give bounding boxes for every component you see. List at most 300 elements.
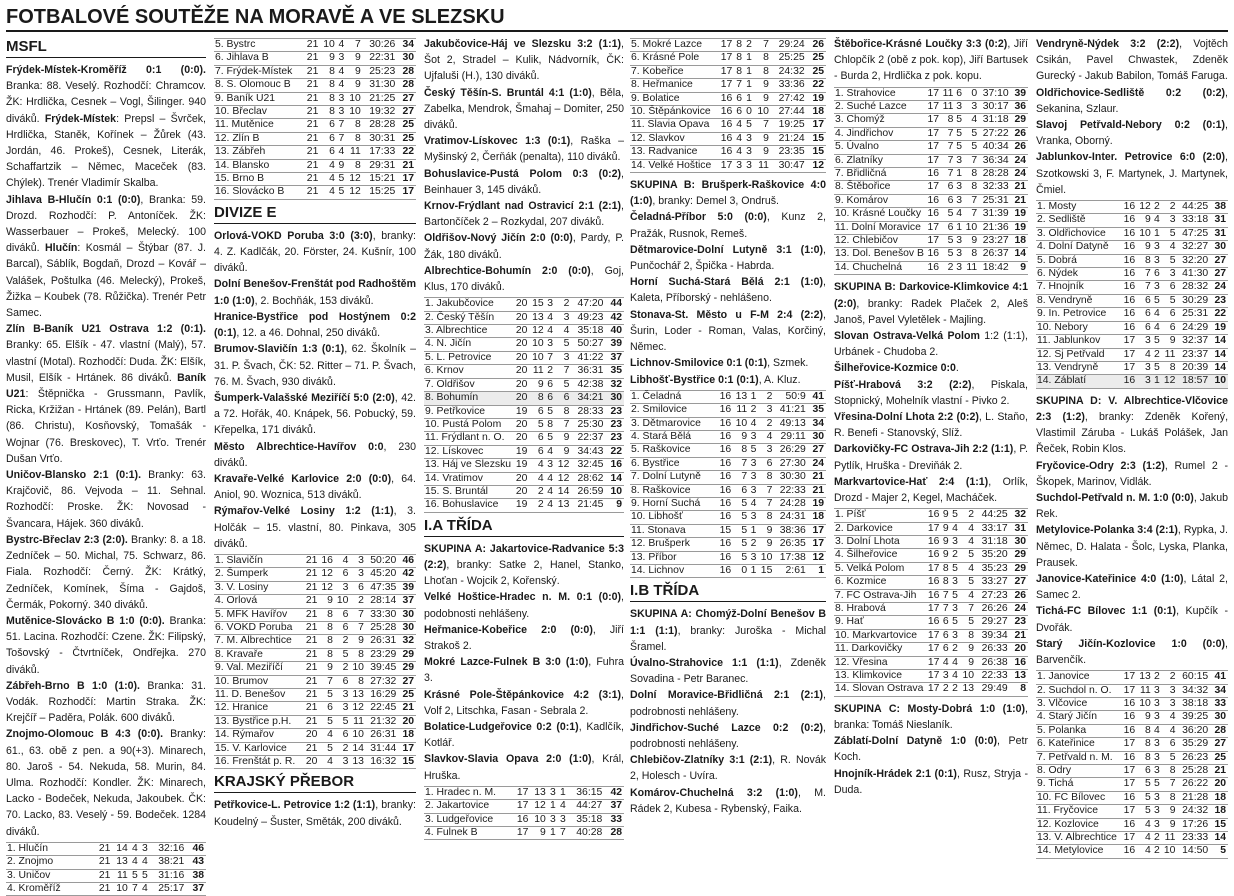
stat-cell: 18:42 xyxy=(978,261,1012,274)
stat-cell: 4 xyxy=(545,325,554,338)
table-row xyxy=(834,549,1028,562)
team-cell: 11. Frýdlant n. O. xyxy=(424,432,512,445)
stat-cell: 1 xyxy=(1152,375,1161,388)
stat-cell: 13 xyxy=(732,390,748,403)
stat-cell: 16 xyxy=(716,551,732,564)
stat-cell: 5 xyxy=(336,186,345,199)
stat-cell: 21 xyxy=(303,635,319,648)
match-report: Bohuslavice-Pustá Polom 0:3 (0:2), Beinhauer 3, 145 diváků. xyxy=(424,167,624,196)
stat-cell: 3 xyxy=(547,813,557,826)
table-row xyxy=(630,119,826,132)
stat-cell: 20 xyxy=(399,715,416,728)
table-row xyxy=(1036,294,1228,307)
stat-cell: 19:32 xyxy=(362,106,398,119)
stat-cell: 4 xyxy=(940,656,949,669)
stat-cell: 36:15 xyxy=(567,786,606,799)
stat-cell: 17 xyxy=(1120,778,1136,791)
table-row xyxy=(834,562,1028,575)
team-cell: 1. Janovice xyxy=(1036,671,1120,684)
stat-cell: 20 xyxy=(512,325,528,338)
stat-cell: 6 xyxy=(1161,308,1177,321)
stat-cell: 11 xyxy=(111,869,128,882)
table-row xyxy=(1036,818,1228,831)
stat-cell: 3 xyxy=(748,457,757,470)
stat-cell: 7 xyxy=(940,602,949,615)
stat-cell: 17 xyxy=(809,538,826,551)
table-row xyxy=(214,132,416,145)
stat-cell: 7 xyxy=(336,132,345,145)
match-report: Libhošť-Bystřice 0:1 (0:1), A. Kluz. xyxy=(630,373,801,386)
stat-cell: 21 xyxy=(809,484,826,497)
stat-cell: 16 xyxy=(716,444,732,457)
stat-cell: 18:57 xyxy=(1176,375,1211,388)
stat-cell: 16 xyxy=(716,511,732,524)
stat-cell: 35:23 xyxy=(975,562,1011,575)
team-cell: 8. Vendryně xyxy=(1036,294,1120,307)
stat-cell: 12 xyxy=(528,325,544,338)
stat-cell: 2 xyxy=(940,261,954,274)
table-row xyxy=(424,311,624,324)
stat-cell: 11 xyxy=(940,87,954,100)
stat-cell: 8 xyxy=(318,648,334,661)
team-cell: 15. V. Karlovice xyxy=(214,742,303,755)
stat-cell: 3 xyxy=(1152,738,1161,751)
stat-cell: 3 xyxy=(1152,697,1161,710)
match-report: Slavkov-Slavia Opava 2:0 (1:0), Král, Hruška. xyxy=(424,753,624,782)
standings-table xyxy=(1036,200,1228,389)
team-cell: 6. Jihlava B xyxy=(214,52,303,65)
stat-cell: 7 xyxy=(963,154,978,167)
stat-cell: 19 xyxy=(512,499,528,512)
team-cell: 14. Blansko xyxy=(214,159,303,172)
team-cell: 8. Raškovice xyxy=(630,484,716,497)
stat-cell: 15 xyxy=(808,146,826,159)
stat-cell: 42:38 xyxy=(570,378,606,391)
stat-cell: 4 xyxy=(139,856,149,869)
team-cell: 11. Dolní Moravice xyxy=(834,221,925,234)
stat-cell: 17 xyxy=(925,141,940,154)
stat-cell: 26:35 xyxy=(773,538,808,551)
stat-cell: 9 xyxy=(529,827,546,840)
stat-cell: 4 xyxy=(554,325,570,338)
table-row xyxy=(1036,751,1228,764)
stat-cell: 10 xyxy=(345,106,361,119)
stat-cell: 22:31 xyxy=(362,52,398,65)
stat-cell: 32:33 xyxy=(978,181,1012,194)
stat-cell: 21 xyxy=(399,702,416,715)
team-cell: 9. Hať xyxy=(834,616,924,629)
stat-cell: 10 xyxy=(528,338,544,351)
stat-cell: 15 xyxy=(528,298,544,311)
stat-cell: 21 xyxy=(303,79,319,92)
stat-cell: 21 xyxy=(303,608,319,621)
team-cell: 2. Suchdol n. O. xyxy=(1036,684,1120,697)
stat-cell: 4 xyxy=(959,522,975,535)
stat-cell: 9 xyxy=(345,79,361,92)
stat-cell: 16 xyxy=(924,535,940,548)
stat-cell: 13 xyxy=(111,856,128,869)
stat-cell: 20 xyxy=(512,311,528,324)
stat-cell: 16 xyxy=(1120,294,1136,307)
team-cell: 5. Bystrc xyxy=(214,39,303,52)
table-row xyxy=(424,432,624,445)
stat-cell: 8 xyxy=(733,65,743,78)
column-1 xyxy=(6,36,207,894)
stat-cell: 8 xyxy=(545,418,554,431)
stat-cell: 16 xyxy=(716,471,732,484)
stat-cell: 11 xyxy=(1161,832,1177,845)
stat-cell: 17 xyxy=(1120,738,1136,751)
stat-cell: 5 xyxy=(129,869,139,882)
team-cell: 6. Kozmice xyxy=(834,576,924,589)
stat-cell: 16 xyxy=(1120,214,1136,227)
stat-cell: 33:27 xyxy=(975,576,1011,589)
stat-cell: 3 xyxy=(1161,214,1177,227)
team-cell: 13. Zábřeh xyxy=(214,146,303,159)
stat-cell: 1 xyxy=(557,786,567,799)
stat-cell: 40:34 xyxy=(978,141,1012,154)
stat-cell: 6 xyxy=(940,629,949,642)
table-row xyxy=(630,390,826,403)
match-report: Mutěnice-Slovácko B 1:0 (0:0). Branka: 51. Lacina. Rozhodčí: Czene. ŽK: Filipský, Tošovský - Čtvrtníček, Ondřejka. 270 diváků. xyxy=(6,614,207,676)
stat-cell: 13 xyxy=(1011,670,1028,683)
stat-cell: 14 xyxy=(554,485,570,498)
stat-cell: 21 xyxy=(1211,765,1228,778)
stat-cell: 4 xyxy=(545,499,554,512)
table-row xyxy=(214,554,416,567)
stat-cell: 6 xyxy=(334,675,350,688)
stat-cell: 4 xyxy=(959,589,975,602)
table-row xyxy=(1036,201,1228,214)
stat-cell: 13 xyxy=(554,499,570,512)
team-cell: 2. Šumperk xyxy=(214,568,303,581)
standings-table xyxy=(214,38,416,200)
stat-cell: 23 xyxy=(606,418,624,431)
stat-cell: 10 xyxy=(111,882,128,895)
stat-cell: 6 xyxy=(528,445,544,458)
team-cell: 13. Radvanice xyxy=(630,146,716,159)
table-row xyxy=(424,325,624,338)
column-2 xyxy=(214,36,417,828)
stat-cell: 15:21 xyxy=(362,173,398,186)
stat-cell: 3 xyxy=(956,235,963,247)
stat-cell: 6 xyxy=(1161,738,1177,751)
team-cell: 16. Frenštát p. R. xyxy=(214,756,303,769)
match-report: Mokré Lazce-Fulnek B 3:0 (1:0), Fuhra 3. xyxy=(424,656,624,685)
stat-cell: 9 xyxy=(528,378,544,391)
stat-cell: 3 xyxy=(1152,818,1161,831)
match-report: Čeladná-Příbor 5:0 (0:0), Kunz 2, Pražák, Rusnok, Remeš. xyxy=(630,211,826,240)
stat-cell: 10 xyxy=(963,221,978,234)
stat-cell: 5 xyxy=(732,511,748,524)
stat-cell: 13 xyxy=(959,683,975,696)
match-report: Petřkovice-L. Petrovice 1:2 (1:1), branky: Koudelný – Šuster, Směták, 200 diváků. xyxy=(214,799,416,828)
stat-cell: 16 xyxy=(924,549,940,562)
stat-cell: 28 xyxy=(398,65,416,78)
team-cell: 7. M. Albrechtice xyxy=(214,635,303,648)
table-row xyxy=(834,602,1028,615)
stat-cell: 3 xyxy=(956,248,963,260)
stat-cell: 29 xyxy=(399,662,416,675)
stat-cell: 16 xyxy=(716,132,733,145)
stat-cell: 17 xyxy=(1120,765,1136,778)
table-row xyxy=(834,235,1028,248)
stat-cell: 16 xyxy=(716,106,733,119)
stat-cell: 28:32 xyxy=(1176,281,1211,294)
stat-cell: 23 xyxy=(606,405,624,418)
stat-cell: 9 xyxy=(1161,335,1177,348)
stat-cell: 3 xyxy=(545,459,554,472)
stat-cell: 30:31 xyxy=(362,132,398,145)
team-cell: 12. Kozlovice xyxy=(1036,818,1120,831)
stat-cell: 17 xyxy=(716,52,733,65)
stat-cell: 27 xyxy=(398,106,416,119)
stat-cell: 13 xyxy=(349,689,365,702)
match-report: Komárov-Chuchelná 3:2 (1:0), M. Rádek 2, Kubesa - Rybenský, Faika. xyxy=(630,786,826,815)
stat-cell: 41:22 xyxy=(570,351,606,364)
stat-cell: 4 xyxy=(1136,348,1152,361)
stat-cell: 4 xyxy=(950,670,959,683)
stat-cell: 17 xyxy=(924,629,940,642)
stat-cell: 7 xyxy=(963,208,978,221)
match-report: Jablunkov-Inter. Petrovice 6:0 (2:0), Szotkowski 3, F. Martynek, J. Martynek, Čmiel. xyxy=(1036,151,1228,196)
stat-cell: 3 xyxy=(139,842,149,855)
stat-cell: 5 xyxy=(545,405,554,418)
stat-cell: 4 xyxy=(959,535,975,548)
stat-cell: 0 xyxy=(732,564,748,577)
stat-cell: 22:33 xyxy=(773,484,808,497)
stat-cell: 9 xyxy=(318,662,334,675)
stat-cell: 26:38 xyxy=(975,656,1011,669)
stat-cell: 10 xyxy=(528,351,544,364)
stat-cell: 12 xyxy=(529,800,546,813)
stat-cell: 5 xyxy=(956,141,963,153)
match-report: SKUPINA A: Jakartovice-Radvanice 5:3 (2:2), branky: Satke 2, Hanel, Stanko, Lhoťan - Wojcik 2, Kořenský. xyxy=(424,542,624,588)
stat-cell: 9 xyxy=(940,522,949,535)
stat-cell: 5 xyxy=(545,432,554,445)
table-row xyxy=(834,141,1028,154)
table-row xyxy=(1036,254,1228,267)
stat-cell: 16 xyxy=(925,248,940,261)
stat-cell: 1 xyxy=(748,390,757,403)
team-cell: 7. Oldřišov xyxy=(424,378,512,391)
match-report: Hranice-Bystřice pod Hostýnem 0:2 (0:1), 12. a 46. Dohnal, 250 diváků. xyxy=(214,310,416,340)
stat-cell: 47:20 xyxy=(570,298,606,311)
stat-cell: 6 xyxy=(940,616,949,629)
table-row xyxy=(214,119,416,132)
stat-cell: 35:18 xyxy=(570,325,606,338)
stat-cell: 6 xyxy=(940,194,954,207)
stat-cell: 25:25 xyxy=(770,52,808,65)
standings-table xyxy=(424,297,624,513)
stat-cell: 2 xyxy=(334,742,350,755)
team-cell: 15. S. Bruntál xyxy=(424,485,512,498)
stat-cell: 6 xyxy=(1152,268,1161,281)
stat-cell: 3 xyxy=(336,106,345,119)
table-row xyxy=(1036,738,1228,751)
stat-cell: 29 xyxy=(1011,562,1028,575)
column-6 xyxy=(1036,36,1229,857)
stat-cell: 3 xyxy=(748,430,757,443)
stat-cell: 5 xyxy=(139,869,149,882)
stat-cell: 3 xyxy=(336,52,345,65)
team-cell: 10. Krásné Loučky xyxy=(834,208,925,221)
stat-cell: 4 xyxy=(1161,241,1177,254)
stat-cell: 6 xyxy=(1136,308,1152,321)
stat-cell: 10 xyxy=(1136,227,1152,240)
stat-cell: 38 xyxy=(1211,201,1228,214)
team-cell: 5. Polanka xyxy=(1036,724,1120,737)
stat-cell: 4 xyxy=(1136,832,1152,845)
team-cell: 13. Bystřice p.H. xyxy=(214,715,303,728)
stat-cell: 12 xyxy=(554,472,570,485)
stat-cell: 4 xyxy=(1152,724,1161,737)
stat-cell: 34 xyxy=(809,417,826,430)
stat-cell: 15 xyxy=(757,564,773,577)
team-cell: 9. Baník U21 xyxy=(214,92,303,105)
stat-cell: 6 xyxy=(319,132,335,145)
stat-cell: 8 xyxy=(732,444,748,457)
stat-cell: 33:18 xyxy=(1176,214,1211,227)
stat-cell: 6 xyxy=(940,643,949,656)
stat-cell: 8 xyxy=(1136,738,1152,751)
stat-cell: 7 xyxy=(345,39,361,52)
team-cell: 10. Nebory xyxy=(1036,321,1120,334)
table-row xyxy=(834,656,1028,669)
stat-cell: 7 xyxy=(940,127,954,140)
stat-cell: 39:34 xyxy=(975,629,1011,642)
stat-cell: 3 xyxy=(748,511,757,524)
stat-cell: 5 xyxy=(554,378,570,391)
match-report: Fryčovice-Odry 2:3 (1:2), Rumel 2 - Škopek, Marinov, Vidlák. xyxy=(1036,459,1228,488)
stat-cell: 11 xyxy=(349,715,365,728)
table-row xyxy=(1036,791,1228,804)
stat-cell: 2 xyxy=(349,595,365,608)
stat-cell: 3 xyxy=(1152,241,1161,254)
team-cell: 7. Hnojník xyxy=(1036,281,1120,294)
match-report: Vendryně-Nýdek 3:2 (2:2), Vojtěch Csikán, Pavel Chwastek, Zdeněk Gurecký - Jakub Babilon, Tomáš Faruga. xyxy=(1036,38,1228,83)
stat-cell: 41 xyxy=(809,390,826,403)
stat-cell: 10 xyxy=(319,39,335,52)
stat-cell: 5 xyxy=(554,338,570,351)
standings-table xyxy=(834,508,1028,697)
team-cell: 14. Lichnov xyxy=(630,564,716,577)
stat-cell: 2:61 xyxy=(773,564,808,577)
team-cell: 1. Jakubčovice xyxy=(424,298,512,311)
team-cell: 11. D. Benešov xyxy=(214,689,303,702)
stat-cell: 22 xyxy=(808,79,826,92)
stat-cell: 21 xyxy=(303,662,319,675)
table-row xyxy=(214,159,416,172)
stat-cell: 9 xyxy=(940,549,949,562)
standings-table xyxy=(424,786,624,841)
team-cell: 11. Slavia Opava xyxy=(630,119,716,132)
match-report: Krásné Pole-Štěpánkovice 4:2 (3:1), Volf 2, Litschka, Fasan - Sebrala 2. xyxy=(424,688,624,717)
stat-cell: 2 xyxy=(554,298,570,311)
stat-cell: 16 xyxy=(1120,227,1136,240)
stat-cell: 16 xyxy=(1011,656,1028,669)
table-row xyxy=(630,511,826,524)
stat-cell: 4 xyxy=(336,65,345,78)
stat-cell: 9 xyxy=(940,509,949,522)
stat-cell: 8 xyxy=(1161,361,1177,374)
stat-cell: 23 xyxy=(606,432,624,445)
table-row xyxy=(1036,214,1228,227)
stat-cell: 32:37 xyxy=(1176,335,1211,348)
table-row xyxy=(214,186,416,199)
stat-cell: 16 xyxy=(1120,818,1136,831)
stat-cell: 10 xyxy=(1161,845,1177,858)
match-report: Slavoj Petřvald-Nebory 0:2 (0:1), Vranka, Oborný. xyxy=(1036,119,1228,148)
stat-cell: 34:32 xyxy=(1176,684,1211,697)
stat-cell: 24 xyxy=(1012,154,1028,167)
table-row xyxy=(424,485,624,498)
stat-cell: 16 xyxy=(1120,254,1136,267)
stat-cell: 30 xyxy=(809,430,826,443)
stat-cell: 3 xyxy=(950,576,959,589)
stat-cell: 8 xyxy=(554,405,570,418)
stat-cell: 7 xyxy=(940,154,954,167)
stat-cell: 4 xyxy=(748,417,757,430)
stat-cell: 6 xyxy=(334,621,350,634)
team-cell: 7. Frýdek-Místek xyxy=(214,65,303,78)
stat-cell: 17 xyxy=(924,602,940,615)
team-cell: 6. Krnov xyxy=(424,365,512,378)
stat-cell: 17 xyxy=(925,127,940,140)
stat-cell: 21 xyxy=(303,595,319,608)
stat-cell: 4 xyxy=(334,554,350,567)
table-row xyxy=(214,608,416,621)
stat-cell: 9 xyxy=(345,65,361,78)
stat-cell: 20 xyxy=(512,365,528,378)
team-cell: 16. Slovácko B xyxy=(214,186,303,199)
stat-cell: 8 xyxy=(319,106,335,119)
stat-cell: 20 xyxy=(512,485,528,498)
stat-cell: 21 xyxy=(303,715,319,728)
stat-cell: 4 xyxy=(528,459,544,472)
team-cell: 12. Brušperk xyxy=(630,538,716,551)
stat-cell: 5 xyxy=(732,497,748,510)
standings-table xyxy=(6,842,206,896)
stat-cell: 17 xyxy=(716,159,733,172)
stat-cell: 17 xyxy=(716,65,733,78)
stat-cell: 27:30 xyxy=(773,457,808,470)
stat-cell: 12 xyxy=(318,568,334,581)
team-cell: 2. Český Těšín xyxy=(424,311,512,324)
stat-cell: 5 xyxy=(1136,778,1152,791)
stat-cell: 14:50 xyxy=(1176,845,1211,858)
table-row xyxy=(214,715,416,728)
match-report: Brumov-Slavičín 1:3 (0:1), 62. Školník – 31. P. Švach, ČK: 52. Ritter – 71. P. Švach, 76. M. Švach, 930 diváků. xyxy=(214,343,416,388)
stat-cell: 4 xyxy=(1136,818,1152,831)
stat-cell: 3 xyxy=(1136,375,1152,388)
stat-cell: 23:35 xyxy=(770,146,808,159)
stat-cell: 26:33 xyxy=(975,643,1011,656)
stat-cell: 7 xyxy=(1136,281,1152,294)
team-cell: 6. Nýdek xyxy=(1036,268,1120,281)
stat-cell: 6 xyxy=(940,221,954,234)
table-row xyxy=(834,670,1028,683)
stat-cell: 30 xyxy=(1011,535,1028,548)
table-row xyxy=(834,248,1028,261)
stat-cell: 16 xyxy=(1120,241,1136,254)
stat-cell: 4 xyxy=(1152,308,1161,321)
stat-cell: 8 xyxy=(963,168,978,181)
stat-cell: 32:20 xyxy=(1176,254,1211,267)
table-row xyxy=(214,65,416,78)
team-cell: 1. Píšť xyxy=(834,509,924,522)
stat-cell: 2 xyxy=(1152,348,1161,361)
